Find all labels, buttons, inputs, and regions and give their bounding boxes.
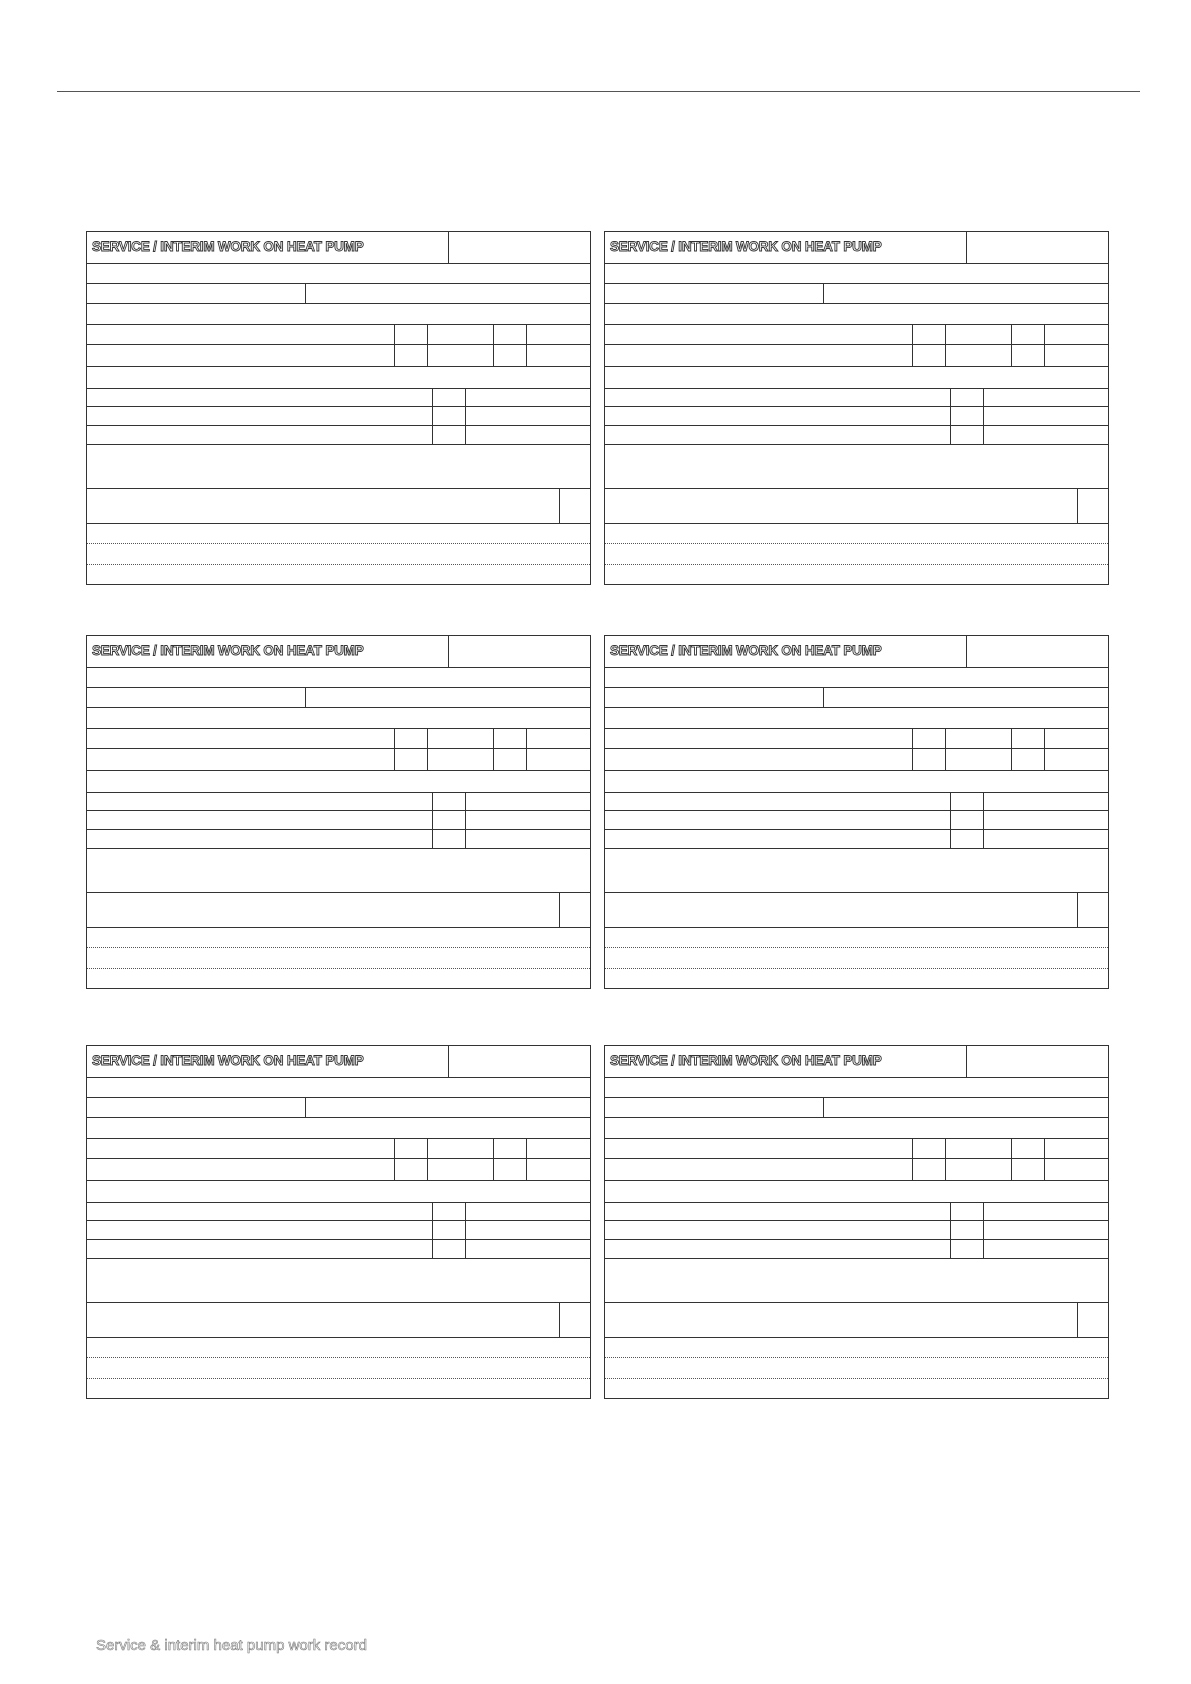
footer-caption: Service & interim heat pump work record — [96, 1637, 367, 1654]
form-title: SERVICE / INTERIM WORK ON HEAT PUMP — [92, 239, 364, 254]
service-record-form-3 — [86, 635, 591, 989]
form-title: SERVICE / INTERIM WORK ON HEAT PUMP — [610, 239, 882, 254]
service-record-form-1 — [86, 231, 591, 585]
form-title: SERVICE / INTERIM WORK ON HEAT PUMP — [92, 643, 364, 658]
form-title: SERVICE / INTERIM WORK ON HEAT PUMP — [610, 1053, 882, 1068]
service-record-form-6 — [604, 1045, 1109, 1399]
service-record-form-5 — [86, 1045, 591, 1399]
header-rule — [57, 91, 1140, 92]
service-record-form-4 — [604, 635, 1109, 989]
form-title: SERVICE / INTERIM WORK ON HEAT PUMP — [610, 643, 882, 658]
form-title: SERVICE / INTERIM WORK ON HEAT PUMP — [92, 1053, 364, 1068]
service-record-form-2 — [604, 231, 1109, 585]
